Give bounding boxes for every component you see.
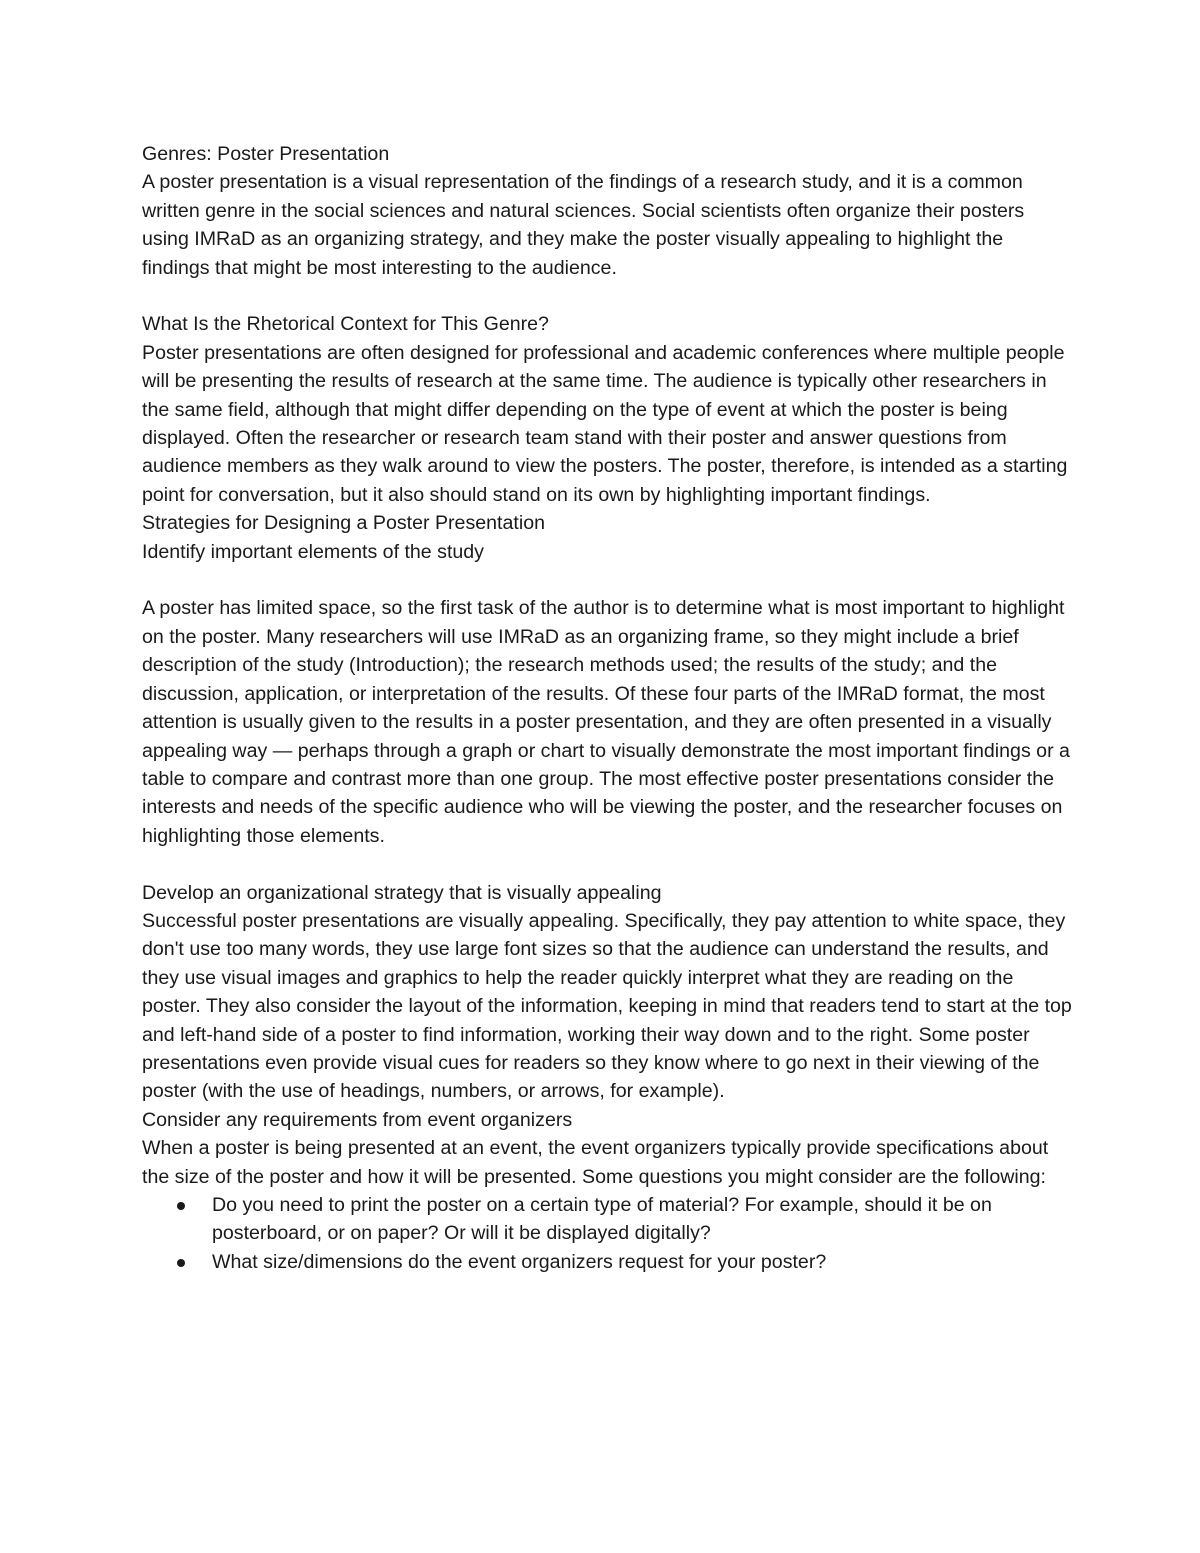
- strategies-heading: Strategies for Designing a Poster Presentation: [142, 512, 545, 535]
- identify-elements-paragraph: A poster has limited space, so the first task of the author is to determine what is most important to highlight on the poster. Many researchers will use IMRaD as an organizing frame, so they might include a brief description of the study (Introduction); the research methods used; the results of the study; and the discussion, application, or interpretation of the results. Of these four parts of the IMRaD format, the most attention is usually given to the results in a poster presentation, and they are often presented in a visually appealing way — perhaps through a graph or chart to visually demonstrate the most important findings or a table to compare and contrast more than one group. The most effective poster presentations consider the interests and needs of the specific audience who will be viewing the poster, and the researcher focuses on highlighting those elements.: [142, 597, 1070, 847]
- paragraph-spacer: [142, 282, 1072, 310]
- organizer-requirements-paragraph: When a poster is being presented at an event, the event organizers typically provide specifications about the size of the poster and how it will be presented. Some questions you might consider are the following:: [142, 1137, 1049, 1188]
- rhetorical-context-heading: What Is the Rhetorical Context for This Genre?: [142, 313, 549, 336]
- identify-elements-heading: Identify important elements of the study: [142, 540, 484, 563]
- list-item: [142, 1248, 1072, 1276]
- develop-strategy-heading: Develop an organizational strategy that is visually appealing: [142, 881, 662, 904]
- document-body: [142, 140, 1072, 1276]
- bullet-icon: [177, 1259, 185, 1267]
- bullet-icon: [177, 1202, 185, 1210]
- paragraph-spacer: [142, 850, 1072, 878]
- questions-list: [142, 1191, 1072, 1276]
- list-item-text: Do you need to print the poster on a certain type of material? For example, should it be on posterboard, or on paper? Or will it be displayed digitally?: [212, 1193, 992, 1245]
- intro-paragraph: A poster presentation is a visual representation of the findings of a research study, and it is a common written genre in the social sciences and natural sciences. Social scientists often organize their posters using IMRaD as an organizing strategy, and they make the poster visually appealing to highlight the findings that might be most interesting to the audience.: [142, 171, 1025, 279]
- develop-strategy-paragraph: Successful poster presentations are visually appealing. Specifically, they pay attention to white space, they don't use too many words, they use large font sizes so that the audience can understand the results, and they use visual images and graphics to help the reader quickly interpret what they are reading on the poster. They also consider the layout of the information, keeping in mind that readers tend to start at the top and left-hand side of a poster to find information, working their way down and to the right. Some poster presentations even provide visual cues for readers so they know where to go next in their viewing of the poster (with the use of headings, numbers, or arrows, for example).: [142, 909, 1072, 1103]
- organizer-requirements-heading: Consider any requirements from event organizers: [142, 1108, 573, 1131]
- list-item-text: What size/dimensions do the event organizers request for your poster?: [212, 1250, 827, 1273]
- list-item: [142, 1191, 1072, 1248]
- document-title: Genres: Poster Presentation: [142, 143, 390, 165]
- paragraph-spacer: [142, 566, 1072, 594]
- rhetorical-context-paragraph: Poster presentations are often designed for professional and academic conferences where multiple people will be presenting the results of research at the same time. The audience is typically other researchers in the same field, although that might differ depending on the type of event at which the poster is being displayed. Often the researcher or research team stand with their poster and answer questions from audience members as they walk around to view the posters. The poster, therefore, is intended as a starting point for conversation, but it also should stand on its own by highlighting important findings.: [142, 341, 1068, 506]
